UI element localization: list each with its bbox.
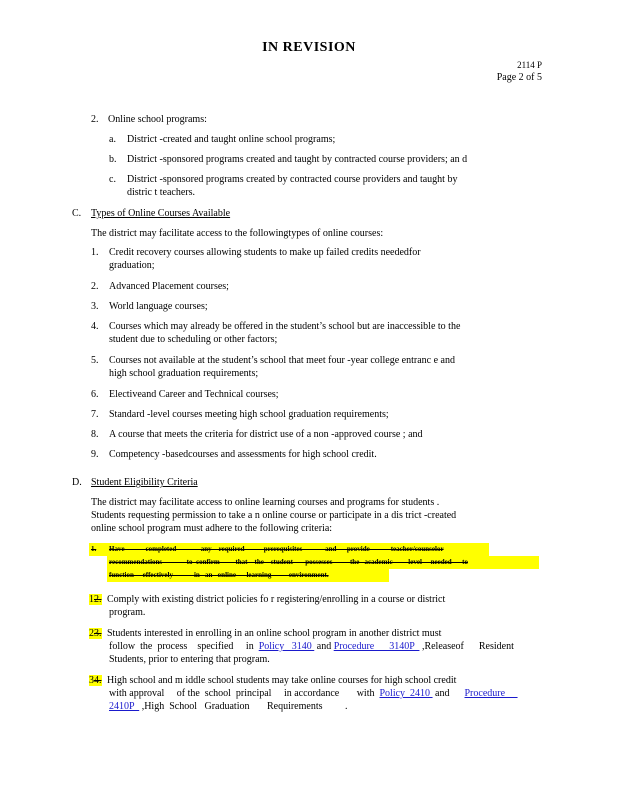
deleted-item-number: 1. bbox=[91, 545, 97, 553]
sub-item-text: District -sponsored programs created by contracted course providers and taught by bbox=[127, 174, 458, 185]
list-item-cont: student due to scheduling or other factors; bbox=[109, 334, 278, 345]
text-run: and bbox=[432, 688, 465, 699]
list-number: 3. bbox=[91, 301, 99, 312]
text-run: ,Releaseof Resident bbox=[419, 641, 514, 652]
list-item: Comply with existing district policies fo r registering/enrolling in a course or district bbox=[107, 594, 446, 605]
procedure-link[interactable]: Procedure 3140P bbox=[333, 641, 420, 652]
old-number: 4. bbox=[94, 675, 102, 686]
section-heading: Types of Online Courses Available bbox=[91, 208, 231, 219]
list-item: Students interested in enrolling in an online school program in another district must bbox=[107, 628, 442, 639]
new-number: 2 bbox=[89, 628, 94, 639]
deleted-item-text: recommendations to confirm that the student possesses the academic level needed to bbox=[109, 558, 468, 566]
old-number: 2. bbox=[94, 594, 102, 605]
list-item: A course that meets the criteria for district use of a non -approved course ; and bbox=[109, 429, 423, 440]
renumbered-marker bbox=[89, 593, 102, 606]
sub-item-text: District -created and taught online school programs; bbox=[127, 134, 336, 145]
page-number: Page 2 of 5 bbox=[496, 72, 542, 83]
list-number: 8. bbox=[91, 429, 99, 440]
sub-item-letter: c. bbox=[109, 174, 116, 185]
procedure-link[interactable]: Procedure bbox=[464, 688, 518, 699]
new-number: 1 bbox=[89, 594, 94, 605]
deleted-item-text: Have completed any required prerequisites and provide teacher/counselor bbox=[109, 545, 444, 553]
section-intro-line: online school program must adhere to the following criteria: bbox=[91, 523, 333, 534]
list-number: 9. bbox=[91, 449, 99, 460]
sub-item-letter: a. bbox=[109, 134, 116, 145]
list-item-cont: graduation; bbox=[109, 260, 155, 271]
list-item: Competency -basedcourses and assessments for high school credit. bbox=[109, 449, 377, 460]
section-letter: C. bbox=[72, 208, 82, 219]
text-run: follow the process specified in bbox=[109, 641, 259, 652]
list-item: Standard -level courses meeting high school graduation requirements; bbox=[109, 409, 389, 420]
old-number: 3. bbox=[94, 628, 102, 639]
list-number: 1. bbox=[91, 247, 99, 258]
list-item-cont: Students, prior to entering that program. bbox=[109, 654, 270, 665]
list-item-cont: high school graduation requirements; bbox=[109, 368, 259, 379]
list-item-cont bbox=[109, 640, 514, 653]
renumbered-marker bbox=[89, 627, 102, 640]
document-number: 2114 P bbox=[517, 60, 542, 70]
list-item-cont: program. bbox=[109, 607, 146, 618]
deleted-item-text: function effectively in an online learning environment. bbox=[109, 571, 329, 579]
list-item: World language courses; bbox=[109, 301, 208, 312]
list-item-cont bbox=[109, 687, 518, 700]
list-item: High school and m iddle school students may take online courses for high school credit bbox=[107, 675, 457, 686]
list-item: Courses which may already be offered in the student’s school but are inaccessible to the bbox=[109, 321, 461, 332]
procedure-link[interactable]: 2410P bbox=[109, 701, 140, 712]
list-item-cont bbox=[109, 700, 348, 713]
list-item: Electiveand Career and Technical courses; bbox=[109, 389, 279, 400]
list-number: 7. bbox=[91, 409, 99, 420]
page-title: IN REVISION bbox=[262, 40, 356, 55]
list-number: 6. bbox=[91, 389, 99, 400]
section-intro: The district may facilitate access to the followingtypes of online courses: bbox=[91, 228, 384, 239]
list-number: 5. bbox=[91, 355, 99, 366]
sub-item-letter: b. bbox=[109, 154, 117, 165]
list-item: Advanced Placement courses; bbox=[109, 281, 229, 292]
list-number: 2. bbox=[91, 281, 99, 292]
list-item: Courses not available at the student’s school that meet four -year college entranc e and bbox=[109, 355, 455, 366]
list-number: 2. bbox=[91, 114, 99, 125]
list-number: 4. bbox=[91, 321, 99, 332]
policy-link[interactable]: Policy 3140 bbox=[258, 641, 315, 652]
text-run: and bbox=[314, 641, 334, 652]
sub-item-text: District -sponsored programs created and taught by contracted course providers; an d bbox=[127, 154, 468, 165]
renumbered-marker bbox=[89, 674, 102, 687]
section-intro-line: The district may facilitate access to online learning courses and programs for students . bbox=[91, 497, 440, 508]
list-item-label: Online school programs: bbox=[108, 114, 207, 125]
text-run: with approval of the school principal in accordance with bbox=[109, 688, 380, 699]
section-intro-line: Students requesting permission to take a n online course or participate in a dis trict -created bbox=[91, 510, 457, 521]
policy-link[interactable]: Policy 2410 bbox=[379, 688, 433, 699]
list-item: Credit recovery courses allowing students to make up failed credits neededfor bbox=[109, 247, 421, 258]
section-letter: D. bbox=[72, 477, 82, 488]
text-run: ,High School Graduation Requirements . bbox=[139, 701, 348, 712]
sub-item-text-cont: distric t teachers. bbox=[127, 187, 196, 198]
section-heading: Student Eligibility Criteria bbox=[91, 477, 198, 488]
new-number: 3 bbox=[89, 675, 94, 686]
